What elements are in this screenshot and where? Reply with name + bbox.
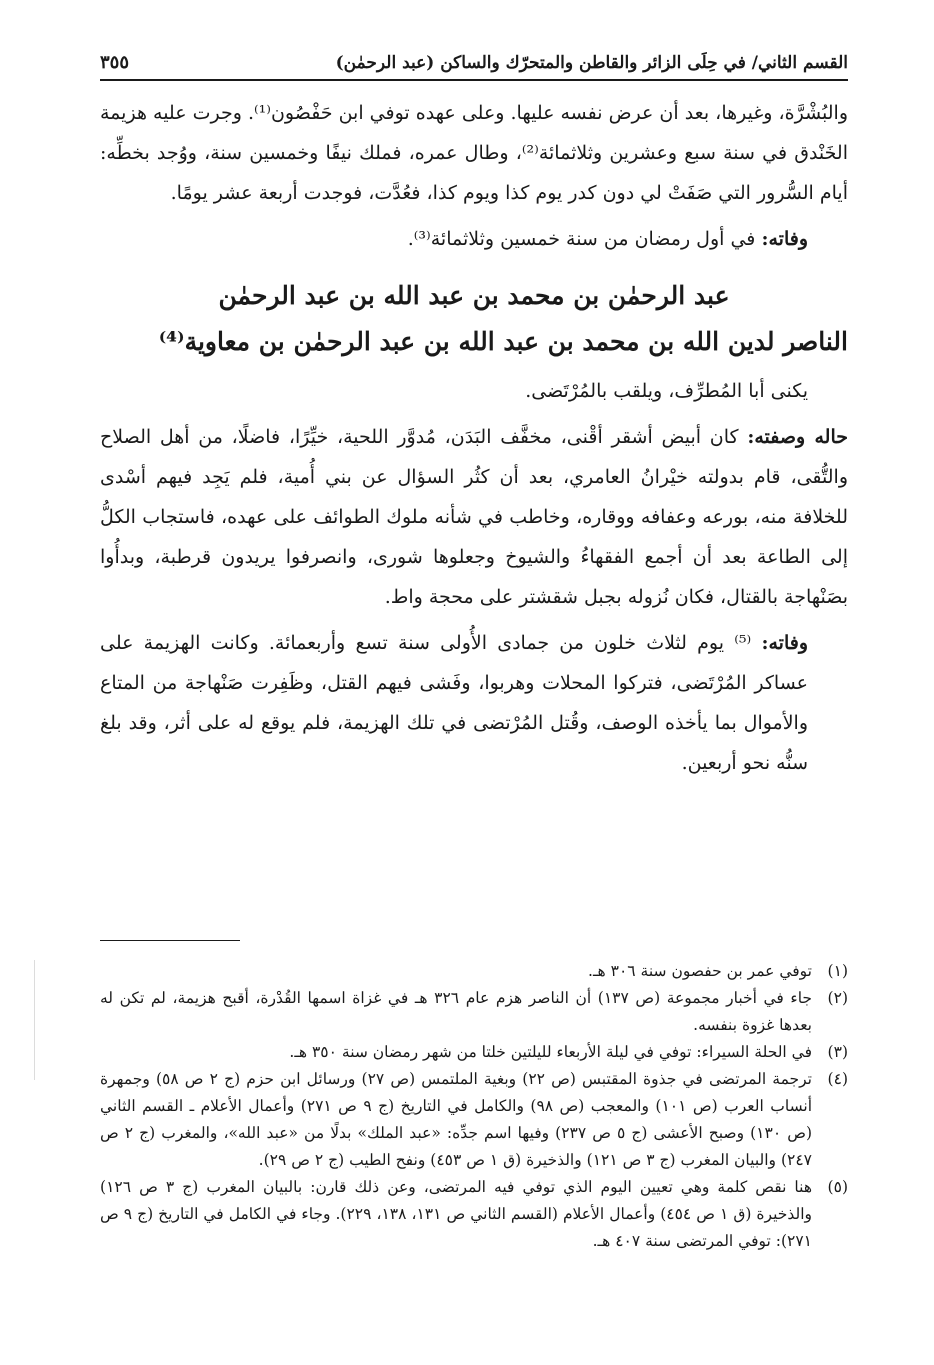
footnote (100, 1066, 848, 1174)
footnote (100, 985, 848, 1039)
heading-line-2: الناصر لدين الله بن محمد بن عبد الله بن عبد الرحمٰن بن معاوية⁽⁴⁾ (158, 327, 848, 356)
death-paragraph-1 (100, 219, 848, 259)
footnote-mark: (٥) (827, 1178, 848, 1196)
footnote (100, 1039, 848, 1066)
footnote-mark: (١) (827, 962, 848, 980)
death-label: وفاته: (761, 632, 808, 654)
footnote (100, 1174, 848, 1255)
page-number: ٣٥٥ (100, 52, 130, 73)
main-text (100, 93, 848, 783)
death-paragraph-2 (100, 623, 848, 783)
footnote-text: ترجمة المرتضى في جذوة المقتبس (ص ٢٢) وبغية الملتمس (ص ٢٧) ورسائل ابن حزم (ج ٢ ص ٥٨) وجمهرة أنساب العرب (ص ١٠١) والمعجب (ص ٩٨) والكامل في التاريخ (ج ٩ ص ٢٧١) وأعمال الأعلام ـ القسم الثاني (ص ١٣٠) وصبح الأعشى (ج ٥ ص ٢٣٧) وفيها اسم جدِّه: «عبد الملك» بدلًا من «عبد الله»، والمغرب (ج ٢ ص ٢٤٧) والبيان المغرب (ج ٣ ص ١٢١) والذخيرة (ق ١ ص ٤٥٣) ونفح الطيب (ج ٢ ص ٢٩). (100, 1070, 813, 1169)
running-header (100, 52, 848, 79)
death-text: في أول رمضان من سنة خمسين وثلاثمائة⁽³⁾. (407, 228, 756, 250)
footnote-mark: (٤) (827, 1070, 848, 1088)
paragraph: والبُشْرَّة، وغيرها، بعد أن عرض نفسه عليها. وعلى عهده توفي ابن حَفْصُون⁽¹⁾. وجرت عليه هزيمة الخَنْدق في سنة سبع وعشرين وثلاثمائة⁽²⁾، وطال عمره، فملك نيفًا وخمسين سنة، ووُجد بخطِّه: أيام السُّرور التي صَفَتْ لي دون كدر يوم كذا ويوم كذا، فعُدَّت، فوجدت أربعة عشر يومًا. (100, 102, 848, 204)
death-label: وفاته: (761, 228, 808, 250)
state-paragraph (100, 417, 848, 617)
death-text: ⁽⁵⁾ يوم لثلاث خلون من جمادى الأُولى سنة تسع وأربعمائة. وكانت الهزيمة على عساكر المُرْتَضى، فتركوا المحلات وهربوا، وفَشى فيهم القتل، وظَفِرت صَنْهاجة من المتاع والأموال بما يأخذه الوصف، وقُتل المُرْتضى في تلك الهزيمة، فلم يوقع له على أثر، وقد بلغ سنُّه نحو أربعين. (100, 632, 808, 774)
footnote-rule (100, 940, 240, 941)
heading-line-1: عبد الرحمٰن بن محمد بن عبد الله بن عبد الرحمٰن (218, 281, 730, 310)
page (100, 52, 848, 783)
scan-margin-line (34, 960, 35, 1080)
footnote-text: هنا نقص كلمة وهي تعيين اليوم الذي توفي فيه المرتضى، وعن ذلك قارن: بالبيان المغرب (ج ٣ ص ١٢٦) والذخيرة (ق ١ ص ٤٥٤) وأعمال الأعلام (القسم الثاني ص ١٣١، ١٣٨، ٢٢٩). وجاء في الكامل في التاريخ (ج ٩ ص ٢٧١): توفي المرتضى سنة ٤٠٧ هـ. (100, 1178, 812, 1250)
state-text: كان أبيض أشقر أقْنى، مخفَّف البَدَن، مُدوَّر اللحية، خيِّرًا، فاضلًا، من أهل الصلاح والتُّقى، قام بدولته خيْرانُ العامري، بعد أن كثُر السؤال عن بني أُمية، فلم يَجِد فيهم أسْدى للخلافة منه، بورعه وعفافه ووقاره، وخاطب في شأنه ملوك الطوائف على عهده، فاستجاب الكلُّ إلى الطاعة بعد أن أجمع الفقهاءُ والشيوخ وجعلوها شورى، وانصرفوا يريدون قرطبة، وبدأُوا بصَنْهاجة بالقتال، فكان نُزوله بجبل شقشتر على محجة واط. (100, 426, 848, 608)
running-title: القسم الثاني/ في حِلَى الزائر والقاطن والمتحرّك والساكن (عبد الرحمٰن) (335, 53, 848, 73)
footnote-text: جاء في أخبار مجموعة (ص ١٣٧) أن الناصر هزم عام ٣٢٦ هـ في غزاة اسمها القُدْرة، أقبح هزيمة، لم تكن له بعدها غزوة بنفسه. (100, 989, 813, 1034)
kunya-line: يكنى أبا المُطرِّف، ويلقب بالمُرْتَضى. (525, 380, 808, 402)
state-label: حاله وصفته: (747, 426, 848, 448)
footnote-text: في الحلة السيراء: توفي في ليلة الأربعاء لليلتين خلتا من شهر رمضان سنة ٣٥٠ هـ. (289, 1043, 812, 1061)
footnotes (100, 958, 848, 1255)
footnote (100, 958, 848, 985)
footnote-mark: (٢) (827, 989, 848, 1007)
header-rule (100, 79, 848, 81)
footnote-text: توفي عمر بن حفصون سنة ٣٠٦ هـ. (588, 962, 812, 980)
footnote-mark: (٣) (827, 1043, 848, 1061)
entry-heading (100, 273, 848, 365)
